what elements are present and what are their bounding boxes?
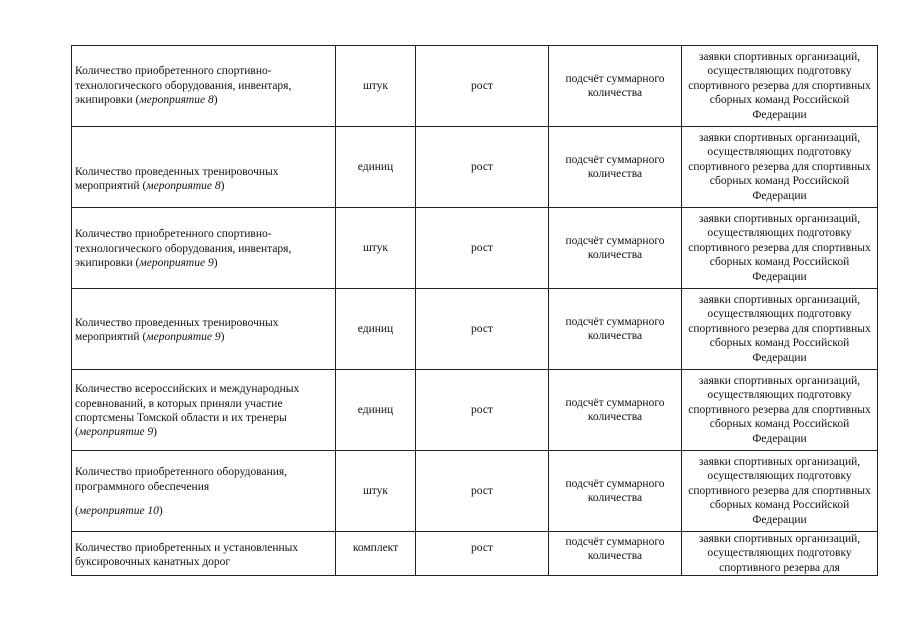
unit-cell: комплект: [336, 532, 416, 576]
source-cell: заявки спортивных организаций, осуществляющих подготовку спортивного резерва для спортивных сборных команд Российской Федерации: [682, 451, 878, 532]
source-cell: заявки спортивных организаций, осуществляющих подготовку спортивного резерва для: [682, 532, 878, 576]
trend-cell: рост: [416, 46, 549, 127]
source-cell: заявки спортивных организаций, осуществляющих подготовку спортивного резерва для спортивных сборных команд Российской Федерации: [682, 208, 878, 289]
table-row: [72, 532, 878, 576]
trend-cell: рост: [416, 451, 549, 532]
table-row: [72, 451, 878, 532]
trend-cell: рост: [416, 289, 549, 370]
trend-cell: рост: [416, 127, 549, 208]
unit-cell: единиц: [336, 289, 416, 370]
source-cell: заявки спортивных организаций, осуществляющих подготовку спортивного резерва для спортивных сборных команд Российской Федерации: [682, 46, 878, 127]
indicator-name-cell: Количество приобретенных и установленных буксировочных канатных дорог: [72, 532, 336, 576]
method-cell: подсчёт суммарного количества: [549, 532, 682, 576]
trend-cell: рост: [416, 208, 549, 289]
trend-cell: рост: [416, 370, 549, 451]
method-cell: подсчёт суммарного количества: [549, 127, 682, 208]
indicator-name-cell: Количество приобретенного спортивно-технологического оборудования, инвентаря, экипировки (мероприятие 9): [72, 208, 336, 289]
table-row: [72, 370, 878, 451]
unit-cell: единиц: [336, 127, 416, 208]
source-cell: заявки спортивных организаций, осуществляющих подготовку спортивного резерва для спортивных сборных команд Российской Федерации: [682, 289, 878, 370]
table-row: [72, 208, 878, 289]
method-cell: подсчёт суммарного количества: [549, 370, 682, 451]
indicator-name-cell: Количество проведенных тренировочных мероприятий (мероприятие 9): [72, 289, 336, 370]
indicators-table: [71, 45, 878, 576]
unit-cell: штук: [336, 46, 416, 127]
table-row: [72, 46, 878, 127]
source-cell: заявки спортивных организаций, осуществляющих подготовку спортивного резерва для спортивных сборных команд Российской Федерации: [682, 127, 878, 208]
indicator-name-cell: Количество приобретенного спортивно-технологического оборудования, инвентаря, экипировки (мероприятие 8): [72, 46, 336, 127]
indicator-name-cell: Количество проведенных тренировочных мероприятий (мероприятие 8): [72, 127, 336, 208]
source-cell: заявки спортивных организаций, осуществляющих подготовку спортивного резерва для спортивных сборных команд Российской Федерации: [682, 370, 878, 451]
unit-cell: штук: [336, 208, 416, 289]
table-row: [72, 289, 878, 370]
method-cell: подсчёт суммарного количества: [549, 46, 682, 127]
method-cell: подсчёт суммарного количества: [549, 289, 682, 370]
method-cell: подсчёт суммарного количества: [549, 451, 682, 532]
method-cell: подсчёт суммарного количества: [549, 208, 682, 289]
unit-cell: единиц: [336, 370, 416, 451]
indicator-name-cell: Количество всероссийских и международных соревнований, в которых приняли участие спортсмены Томской области и их тренеры (мероприятие 9): [72, 370, 336, 451]
table-row: [72, 127, 878, 208]
trend-cell: рост: [416, 532, 549, 576]
indicator-name-cell: Количество приобретенного оборудования, программного обеспечения (мероприятие 10): [72, 451, 336, 532]
unit-cell: штук: [336, 451, 416, 532]
